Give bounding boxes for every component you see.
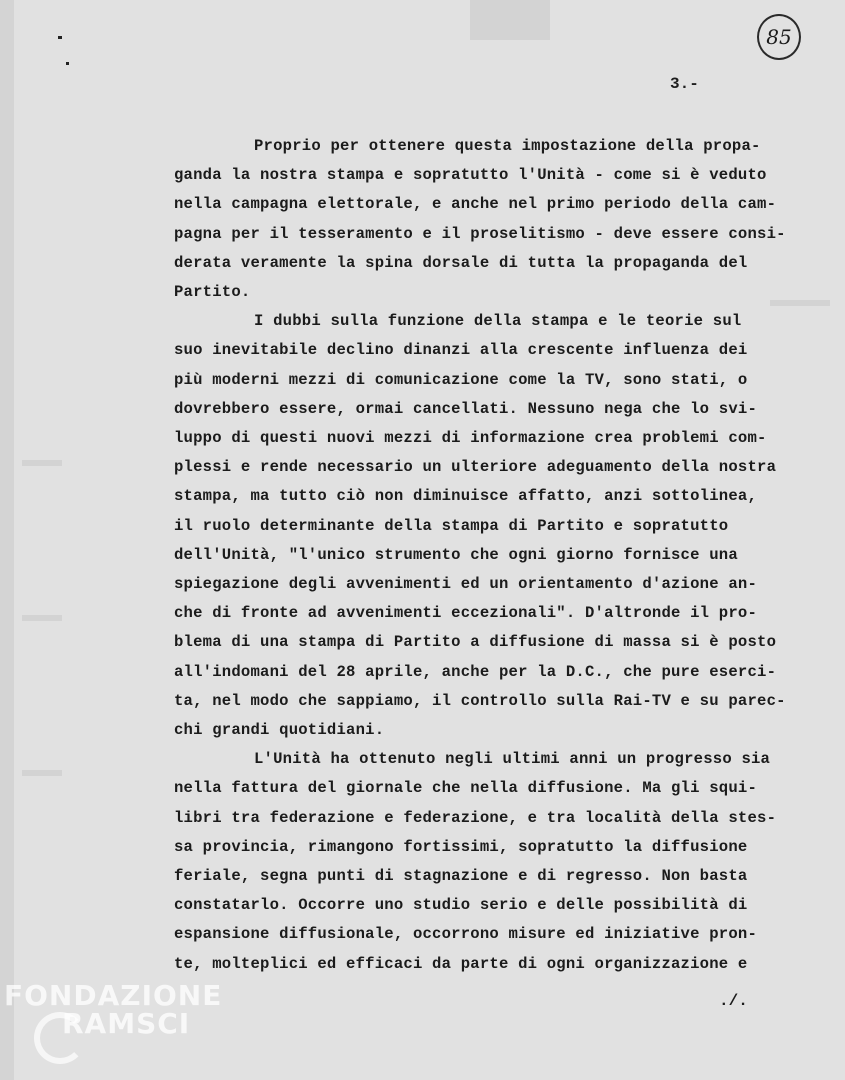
text-line: Proprio per ottenere questa impostazione della propa- <box>254 137 761 155</box>
text-line: te, molteplici ed efficaci da parte di ogni organizzazione e <box>174 954 748 973</box>
speck <box>58 36 62 39</box>
bleed-through-mark <box>22 615 62 621</box>
text-line: stampa, ma tutto ciò non diminuisce affatto, anzi sottolinea, <box>174 487 758 506</box>
text-line: plessi e rende necessario un ulteriore adeguamento della nostra <box>174 458 777 477</box>
text-line: blema di una stampa di Partito a diffusione di massa si è posto <box>174 633 777 652</box>
text-line: Partito. <box>174 283 251 302</box>
text-line: nella campagna elettorale, e anche nel primo periodo della cam- <box>174 195 777 214</box>
text-line: espansione diffusionale, occorrono misure ed iniziative pron- <box>174 925 758 944</box>
typed-body-text <box>174 132 814 979</box>
watermark-line-1: FONDAZIONE <box>4 979 223 1012</box>
text-line: feriale, segna punti di stagnazione e di regresso. Non basta <box>174 867 748 886</box>
text-line: il ruolo determinante della stampa di Partito e sopratutto <box>174 516 729 535</box>
speck <box>66 62 69 65</box>
text-line: dovrebbero essere, ormai cancellati. Nessuno nega che lo svi- <box>174 399 758 418</box>
text-line: chi grandi quotidiani. <box>174 721 385 740</box>
bleed-through-mark <box>22 460 62 466</box>
text-line: nella fattura del giornale che nella diffusione. Ma gli squi- <box>174 779 758 798</box>
text-line: pagna per il tesseramento e il proselitismo - deve essere consi- <box>174 224 786 243</box>
bleed-through-mark <box>470 0 550 40</box>
text-line: libri tra federazione e federazione, e tra località della stes- <box>174 808 777 827</box>
text-line: spiegazione degli avvenimenti ed un orientamento d'azione an- <box>174 575 758 594</box>
bleed-through-mark <box>22 770 62 776</box>
text-line: ta, nel modo che sappiamo, il controllo sulla Rai-TV e su parec- <box>174 691 786 710</box>
text-line: luppo di questi nuovi mezzi di informazione crea problemi com- <box>174 429 767 448</box>
watermark-g-logo <box>34 1012 86 1064</box>
text-line: derata veramente la spina dorsale di tutta la propaganda del <box>174 253 748 272</box>
text-line: dell'Unità, "l'unico strumento che ogni giorno fornisce una <box>174 545 738 564</box>
continuation-mark: ./. <box>719 992 748 1010</box>
watermark-line-2: RAMSCI <box>62 1007 191 1040</box>
archive-stamp-number: 85 <box>757 14 801 60</box>
text-line: più moderni mezzi di comunicazione come la TV, sono stati, o <box>174 370 748 389</box>
page-number: 3.- <box>670 75 699 93</box>
text-line: suo inevitabile declino dinanzi alla crescente influenza dei <box>174 341 748 360</box>
page-edge <box>0 0 14 1080</box>
text-line: I dubbi sulla funzione della stampa e le teorie sul <box>254 312 742 331</box>
text-line: L'Unità ha ottenuto negli ultimi anni un progresso sia <box>254 750 771 769</box>
text-line: all'indomani del 28 aprile, anche per la D.C., che pure eserci- <box>174 662 777 681</box>
text-line: ganda la nostra stampa e sopratutto l'Unità - come si è veduto <box>174 166 767 185</box>
text-line: constatarlo. Occorre uno studio serio e delle possibilità di <box>174 896 748 915</box>
text-line: sa provincia, rimangono fortissimi, sopratutto la diffusione <box>174 837 748 856</box>
text-line: che di fronte ad avvenimenti eccezionali". D'altronde il pro- <box>174 604 758 623</box>
